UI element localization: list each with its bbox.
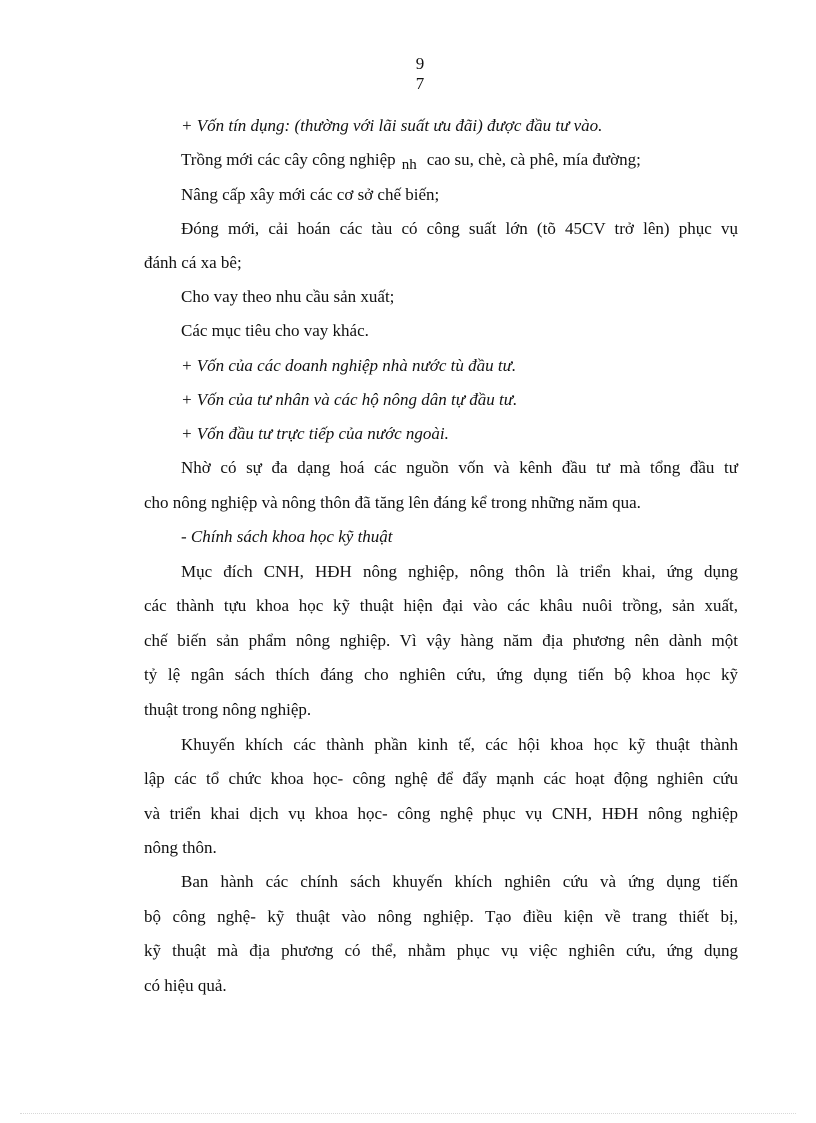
policy-line-2: bộ công nghệ- kỹ thuật vào nông nghiệp. Tạo điều kiện về trang thiết bị, <box>144 907 738 926</box>
purpose-line-5: thuật trong nông nghiệp. <box>144 700 312 719</box>
page-number-line-1: 9 <box>415 54 425 73</box>
processing-facilities-line: Nâng cấp xây mới các cơ sở chế biến; <box>181 185 440 204</box>
encourage-line-4: nông thôn. <box>144 838 217 857</box>
credit-capital-heading: + Vốn tín dụng: (thường với lãi suất ưu đãi) được đầu tư vào. <box>181 116 603 135</box>
page-number-line-2: 7 <box>415 74 425 93</box>
industrial-crops-list: cao su, chè, cà phê, mía đường; <box>426 150 641 169</box>
private-capital-line: + Vốn của tư nhân và các hộ nông dân tự đầu tư. <box>181 390 518 409</box>
policy-line-3: kỹ thuật mà địa phương có thể, nhằm phục vụ việc nghiên cứu, ứng dụng <box>144 941 738 960</box>
encourage-line-2: lập các tổ chức khoa học- công nghệ để đẩy mạnh các hoạt động nghiên cứu <box>144 769 738 788</box>
other-loans-line: Các mục tiêu cho vay khác. <box>181 321 369 340</box>
encourage-line-1: Khuyến khích các thành phần kinh tế, các hội khoa học kỹ thuật thành <box>181 735 738 754</box>
policy-line-4: có hiệu quả. <box>144 976 227 995</box>
policy-line-1: Ban hành các chính sách khuyến khích nghiên cứu và ứng dụng tiến <box>181 872 738 891</box>
state-enterprise-capital-line: + Vốn của các doanh nghiệp nhà nước tù đầu tư. <box>181 356 517 375</box>
purpose-line-2: các thành tựu khoa học kỹ thuật hiện đại vào các khâu nuôi trồng, sản xuất, <box>144 596 738 615</box>
industrial-crops-text: Trồng mới các cây công nghiệp <box>181 150 396 169</box>
purpose-line-4: tỷ lệ ngân sách thích đáng cho nghiên cứu, ứng dụng tiến bộ khoa học kỹ <box>144 665 738 684</box>
industrial-crops-line <box>181 150 641 171</box>
diversification-line-2: cho nông nghiệp và nông thôn đã tăng lên đáng kể trong những năm qua. <box>144 493 641 512</box>
science-policy-heading: - Chính sách khoa học kỹ thuật <box>181 527 393 546</box>
purpose-line-1: Mục đích CNH, HĐH nông nghiệp, nông thôn là triển khai, ứng dụng <box>181 562 738 581</box>
encourage-line-3: và triển khai dịch vụ khoa học- công nghệ phục vụ CNH, HĐH nông nghiệp <box>144 804 738 823</box>
diversification-line-1: Nhờ có sự đa dạng hoá các nguồn vốn và kênh đầu tư mà tổng đầu tư <box>181 458 738 477</box>
page-bottom-divider <box>20 1113 796 1114</box>
production-loans-line: Cho vay theo nhu cầu sản xuất; <box>181 287 395 306</box>
fishing-vessels-line-2: đánh cá xa bê; <box>144 253 242 272</box>
foreign-direct-investment-line: + Vốn đầu tư trực tiếp của nước ngoài. <box>181 424 449 443</box>
industrial-crops-subscript: nh <box>401 157 417 173</box>
purpose-line-3: chế biến sản phẩm nông nghiệp. Vì vậy hàng năm địa phương nên dành một <box>144 631 738 650</box>
fishing-vessels-line-1: Đóng mới, cải hoán các tàu có công suất lớn (tõ 45CV trở lên) phục vụ <box>181 219 738 238</box>
